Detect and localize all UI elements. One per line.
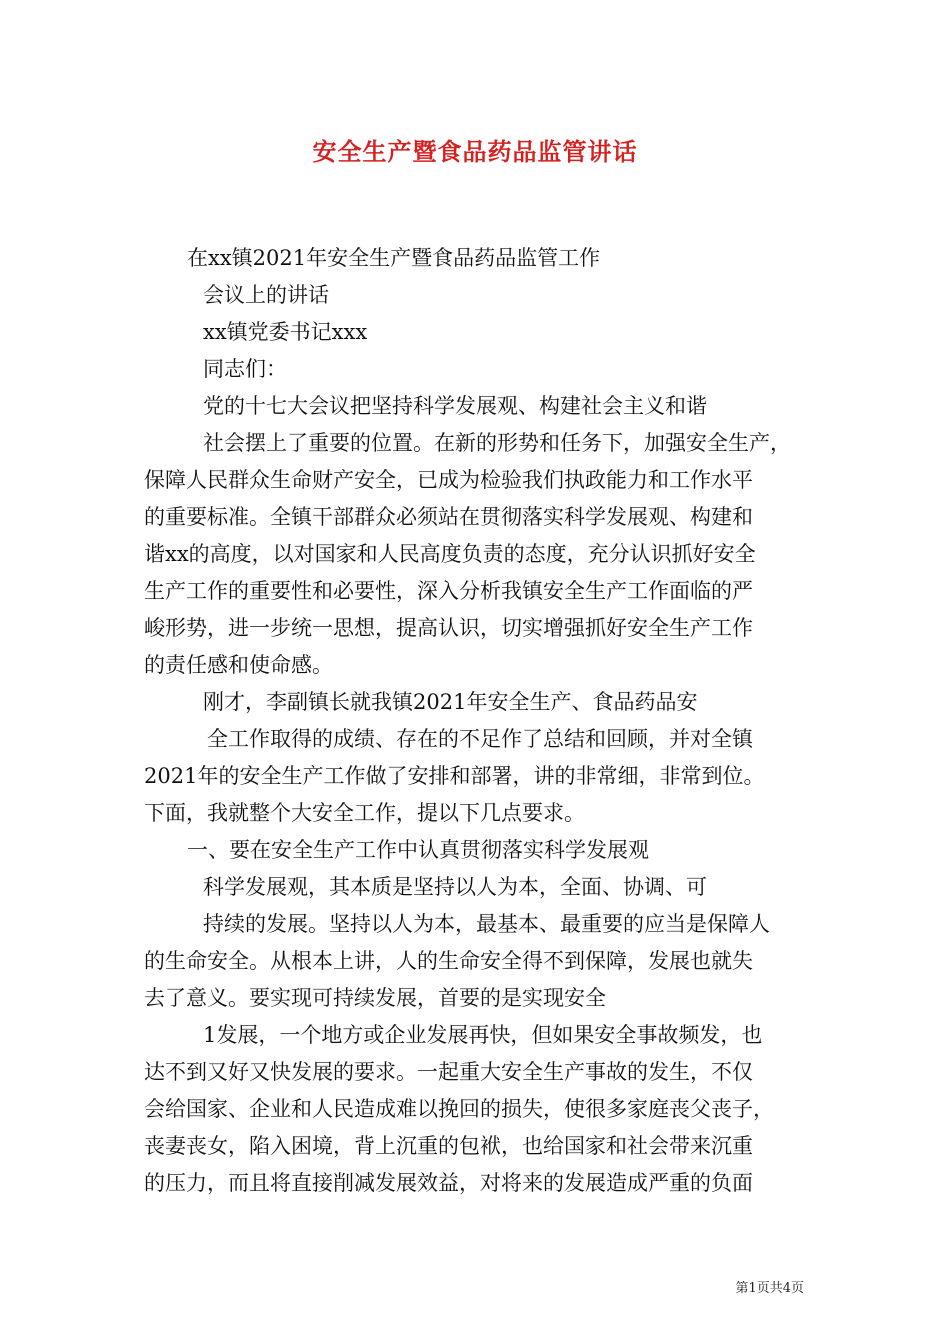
text-line: 科学发展观，其本质是坚持以人为本，全面、协调、可 xyxy=(203,875,707,899)
text-line: xx镇党委书记xxx xyxy=(203,320,368,344)
text-line: 的责任感和使命感。 xyxy=(144,653,333,677)
text-line: 党的十七大会议把坚持科学发展观、构建社会主义和谐 xyxy=(203,394,707,418)
text-line: 的压力，而且将直接削减发展效益，对将来的发展造成严重的负面 xyxy=(144,1171,753,1195)
text-line: 达不到又好又快发展的要求。一起重大安全生产事故的发生，不仅 xyxy=(144,1060,753,1084)
text-line: 峻形势，进一步统一思想，提高认识，切实增强抓好安全生产工作 xyxy=(144,616,753,640)
text-line: 去了意义。要实现可持续发展，首要的是实现安全 xyxy=(144,986,606,1010)
text-line: 社会摆上了重要的位置。在新的形势和任务下，加强安全生产， xyxy=(203,431,791,455)
text-line: 的重要标准。全镇干部群众必须站在贯彻落实科学发展观、构建和 xyxy=(144,505,753,529)
document-title: 安全生产暨食品药品监管讲话 xyxy=(312,137,638,166)
text-line: 保障人民群众生命财产安全，已成为检验我们执政能力和工作水平 xyxy=(144,468,753,492)
text-line: 下面，我就整个大安全工作，提以下几点要求。 xyxy=(144,801,585,825)
text-line: 刚才，李副镇长就我镇2021年安全生产、食品药品安 xyxy=(203,690,698,714)
text-line: 的生命安全。从根本上讲，人的生命安全得不到保障，发展也就失 xyxy=(144,949,753,973)
text-line: 丧妻丧女，陷入困境，背上沉重的包袱，也给国家和社会带来沉重 xyxy=(144,1134,753,1158)
text-line: 全工作取得的成绩、存在的不足作了总结和回顾，并对全镇 xyxy=(207,727,753,751)
text-line: 生产工作的重要性和必要性，深入分析我镇安全生产工作面临的严 xyxy=(144,579,753,603)
page-number: 第1页共4页 xyxy=(735,1281,804,1296)
text-line: 1发展，一个地方或企业发展再快，但如果安全事故频发，也 xyxy=(203,1023,763,1047)
text-line: 同志们： xyxy=(203,357,287,381)
text-line: 谐xx的高度，以对国家和人民高度负责的态度，充分认识抓好安全 xyxy=(144,542,756,566)
text-line: 持续的发展。坚持以人为本，最基本、最重要的应当是保障人 xyxy=(203,912,770,936)
text-line: 会议上的讲话 xyxy=(203,283,329,307)
text-line: 2021年的安全生产工作做了安排和部署，讲的非常细，非常到位。 xyxy=(144,764,765,788)
text-line: 一、要在安全生产工作中认真贯彻落实科学发展观 xyxy=(187,838,649,862)
text-line: 在xx镇2021年安全生产暨食品药品监管工作 xyxy=(187,246,601,270)
text-line: 会给国家、企业和人民造成难以挽回的损失，使很多家庭丧父丧子， xyxy=(144,1097,774,1121)
